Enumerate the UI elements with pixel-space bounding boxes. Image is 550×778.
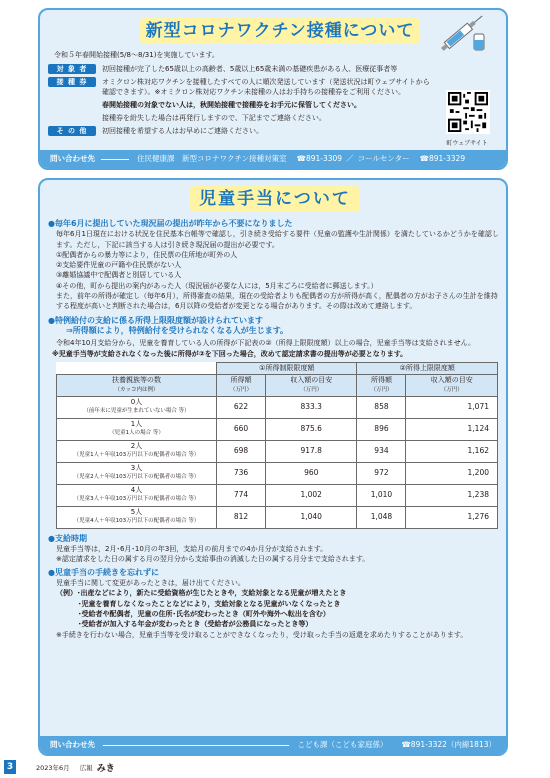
inquiry-dept: こども課（こども家庭係） (297, 740, 388, 749)
publication-logo: みき (96, 763, 115, 774)
s1-paragraph-2: また，前年の所得が確定し（毎年6月），所得審査の結果，現在の受給者よりも配偶者の方が所得が高く，配偶者の方がお子さんの生計を維持する程度が高いと判断された場合は，6月以降の受給者が変更となる場合があります。その際は改めて連絡します。 (56, 292, 498, 311)
inquiry-label: 問い合わせ先 (50, 154, 95, 163)
s1-list-item: ④その他，町から提出の案内があった人（現況届が必要な人には，5月末ごろに受給者に郵送します。） (56, 281, 378, 290)
col-income2-header (357, 374, 406, 396)
s2-heading: ●特例給付の支給に係る所得上限限度額が設けられています (48, 315, 263, 325)
footer-date: 2023年6月 (36, 763, 70, 772)
tag-spacer (48, 113, 96, 123)
ticket-lost-text: 接種券を紛失した場合は再発行しますので、下記までご連絡ください。 (102, 113, 326, 122)
cell: 1,200 (406, 462, 498, 484)
ticket-text: オミクロン株対応ワクチンを接種したすべての人に順次発送しています（発送状況は町ウェブサイトから確認できます）。※オミクロン株対応ワクチン未接種の人はお手持ちの接種券をご利用ください。 (102, 77, 430, 97)
s4-list-item: （例）･出産などにより，新たに受給資格が生じたときや，支給対象となる児童が増えたとき (56, 589, 347, 598)
col-gross2-label: 収入額の目安 (430, 375, 473, 384)
col-gross-unit: （万円） (300, 386, 323, 393)
cell: 1,002 (265, 484, 357, 506)
s4-note: ※手続きを行わない場合，児童手当等を受け取ることができなくなったり，受け取った手当の返還を求めたりすることがあります。 (56, 630, 468, 639)
row-label: 2人 （児童1人＋年収103万円以下の配偶者の場合 等） (57, 440, 217, 462)
col-gross2-header (406, 374, 498, 396)
s4-list-item: ･児童を養育しなくなったことなどにより，支給対象となる児童がいなくなったとき (78, 599, 341, 608)
child-allowance-section (38, 178, 508, 756)
s4-heading: ●児童手当の手続きを忘れずに (48, 567, 159, 577)
s1-paragraph: 毎年6月1日現在における状況を住民基本台帳等で確認し，引き続き受給する要件（児童の監護や生計関係）を満たしているかどうかを確認します。ただし，下記に該当する人は引き続き現況届の提出が必要です。 (56, 230, 499, 249)
col-income2-label: 所得額 (370, 375, 392, 384)
s2-paragraph: 令和4年10月支給分から，児童を養育している人の所得が下記表の②（所得上限限度額）以上の場合，児童手当等は支給されません。 (56, 339, 476, 348)
divider (103, 745, 289, 754)
s1-list-item: ①配偶者からの暴力等により，住民票の住所地が町外の人 (56, 250, 238, 259)
vaccine-intro: 令和５年春開始接種(5/8～8/31)を実施しています。 (54, 51, 219, 59)
table-row (57, 440, 498, 462)
target-text: 初回接種が完了した65歳以上の高齢者、5歳以上65歳未満の基礎疾患がある人、医療従事者等 (102, 64, 398, 73)
s1-heading: ●毎年6月に提出していた現況届の提出が昨年から不要になりました (48, 219, 293, 228)
cell: 833.3 (265, 396, 357, 418)
col-gross-header (265, 374, 357, 396)
cell: 1,048 (357, 506, 406, 528)
table-row (57, 506, 498, 528)
col0-sub: （カッコ内は例） (114, 386, 159, 393)
tag-ticket: 接 種 券 (48, 77, 96, 87)
cell: 934 (357, 440, 406, 462)
col-income-label: 所得額 (230, 375, 252, 384)
row-label: 5人 （児童4人＋年収103万円以下の配偶者の場合 等） (57, 506, 217, 528)
child-inquiry-bar (40, 736, 506, 754)
inquiry-tel1[interactable]: ☎891-3309 (296, 154, 343, 163)
inquiry-dept: 住民健康課 新型コロナワクチン接種対策室 (137, 154, 287, 163)
row-label: 1人 （児童1人の場合 等） (57, 418, 217, 440)
cell: 1,162 (406, 440, 498, 462)
cell: 660 (217, 418, 266, 440)
other-text: 初回接種を希望する人はお早めにご連絡ください。 (102, 126, 263, 135)
col-gross2-unit: （万円） (440, 386, 463, 393)
col-gross-label: 収入額の目安 (290, 375, 333, 384)
col-income-header (217, 374, 266, 396)
cell: 1,276 (406, 506, 498, 528)
col-income-unit: （万円） (229, 386, 252, 393)
cell: 622 (217, 396, 266, 418)
cell: 858 (357, 396, 406, 418)
tag-target: 対 象 者 (48, 64, 96, 74)
inquiry-center: コールセンター (357, 154, 410, 163)
tag-spacer (48, 100, 96, 110)
vaccine-body (48, 50, 430, 139)
page-number: 3 (4, 760, 16, 774)
cell: 972 (357, 462, 406, 484)
group2-header: ②所得上限限度額 (357, 362, 498, 374)
row-label: 4人 （児童3人＋年収103万円以下の配偶者の場合 等） (57, 484, 217, 506)
s2-note: ※児童手当等が支給されなくなった後に所得が②を下回った場合，改めて認定請求書の提出等が必要となります。 (52, 349, 408, 358)
table-row (57, 396, 498, 418)
ticket-keep-text: 春開始接種の対象でない人は，秋開始接種で接種券をお手元に保管してください。 (102, 101, 361, 110)
s3-paragraph: 児童手当等は，2月･6月･10月の年3回，支給月の前月までの4か月分が支給されます。 (56, 545, 328, 554)
inquiry-tel[interactable]: ☎891-3322（内線1813） (401, 740, 496, 749)
page-footer (4, 760, 125, 774)
cell: 1,010 (357, 484, 406, 506)
vaccine-section (38, 8, 508, 170)
cell: 736 (217, 462, 266, 484)
s1-list-item: ③離婚協議中で配偶者と別居している人 (56, 271, 182, 280)
col-income2-unit: （万円） (370, 386, 393, 393)
cell: 1,238 (406, 484, 498, 506)
inquiry-tel2[interactable]: ☎891-3329 (419, 154, 466, 163)
row-label: 3人 （児童2人＋年収103万円以下の配偶者の場合 等） (57, 462, 217, 484)
cell: 774 (217, 484, 266, 506)
footer-pub: 広報 (79, 763, 93, 772)
s4-paragraph: 児童手当に関して変更があったときは，届け出てください。 (56, 579, 245, 588)
s3-heading: ●支給時期 (48, 533, 87, 543)
row-label: 0人 （前年末に児童が生まれていない場合 等） (57, 396, 217, 418)
cell: 1,071 (406, 396, 498, 418)
divider (101, 159, 129, 168)
cell: 1,124 (406, 418, 498, 440)
s2-subheading: ⇒所得額により，特例給付を受けられなくなる人が生じます。 (66, 325, 289, 335)
syringe-icon (434, 12, 492, 52)
inquiry-label: 問い合わせ先 (50, 740, 95, 749)
cell: 698 (217, 440, 266, 462)
table-corner (57, 362, 217, 374)
cell: 812 (217, 506, 266, 528)
table-row (57, 484, 498, 506)
tag-other: そ の 他 (48, 126, 96, 136)
cell: 875.6 (265, 418, 357, 440)
table-row (57, 462, 498, 484)
income-limit-table (56, 362, 498, 529)
col0-header (57, 374, 217, 396)
s1-list-item: ②支給要件児童の戸籍や住民票がない人 (56, 261, 182, 270)
inquiry-sep: ／ (346, 154, 354, 163)
s4-list-item: ･受給者が加入する年金が変わったとき（受給者が公務員になったとき等） (78, 620, 313, 629)
s3-note: ※認定請求をした日の属する月の翌月分から支給事由の消滅した日の属する月分まで支給されます。 (56, 555, 370, 564)
group1-header: ①所得制限限度額 (217, 362, 357, 374)
col0-label: 扶養親族等の数 (112, 375, 161, 384)
cell: 917.8 (265, 440, 357, 462)
cell: 1,040 (265, 506, 357, 528)
cell: 960 (265, 462, 357, 484)
vaccine-title: 新型コロナワクチン接種について (140, 18, 420, 44)
s4-list-item: ･受給者や配偶者，児童の住所･氏名が変わったとき（町外や海外へ転出を含む） (78, 609, 330, 618)
child-allowance-title: 児童手当について (190, 186, 360, 212)
child-allowance-body (48, 216, 502, 640)
vaccine-inquiry-bar (40, 150, 506, 168)
table-row (57, 418, 498, 440)
cell: 896 (357, 418, 406, 440)
qr-label: 町ウェブサイト (446, 140, 488, 147)
qr-code-icon[interactable] (446, 90, 490, 134)
